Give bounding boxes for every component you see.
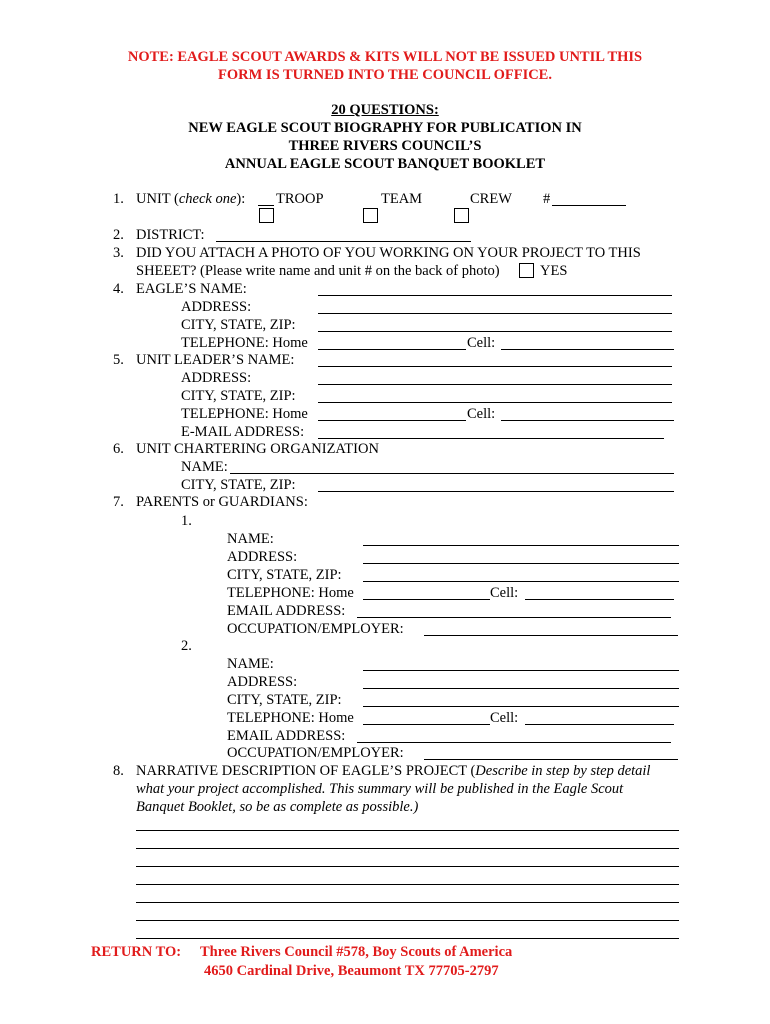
return-address-line-2: 4650 Cardinal Drive, Beaumont TX 77705-2797 [204, 963, 499, 979]
q4-telephone-label: TELEPHONE: Home [181, 335, 308, 351]
narrative-line-4[interactable] [136, 884, 679, 885]
parent-1-cell-label: Cell: [490, 585, 519, 601]
q6-label: UNIT CHARTERING ORGANIZATION [136, 441, 379, 457]
parent-1-home-phone-field[interactable] [363, 599, 490, 600]
narrative-line-5[interactable] [136, 902, 679, 903]
q8-label-text: NARRATIVE DESCRIPTION OF EAGLE’S PROJECT ( [136, 763, 476, 779]
parent-1-number: 1. [181, 513, 192, 529]
q5-cell-label: Cell: [467, 406, 496, 422]
parent-1-occupation-label: OCCUPATION/EMPLOYER: [227, 621, 404, 637]
q8-hint-3: Banquet Booklet, so be as complete as possible.) [136, 799, 419, 815]
q1-option-team: TEAM [381, 191, 423, 207]
q8-label [136, 762, 650, 780]
q1-hint: check one [178, 191, 237, 207]
parent-1-city-field[interactable] [363, 581, 679, 582]
parent-2-address-field[interactable] [363, 688, 679, 689]
narrative-line-3[interactable] [136, 866, 679, 867]
unit-number-field[interactable] [552, 205, 626, 206]
parent-1-email-label: EMAIL ADDRESS: [227, 603, 346, 619]
crew-checkbox[interactable] [454, 208, 469, 223]
parent-1-telephone-label: TELEPHONE: Home [227, 585, 354, 601]
eagle-cell-field[interactable] [501, 349, 674, 350]
q8-hint-1: Describe in step by step detail [475, 763, 651, 779]
q3-line-1: DID YOU ATTACH A PHOTO OF YOU WORKING ON YOUR PROJECT TO THIS [136, 245, 641, 261]
narrative-line-2[interactable] [136, 848, 679, 849]
q2-label: DISTRICT: [136, 227, 205, 243]
leader-name-field[interactable] [318, 366, 672, 367]
notice-line-1: NOTE: EAGLE SCOUT AWARDS & KITS WILL NOT BE ISSUED UNTIL THIS [127, 49, 643, 65]
q4-number: 4. [113, 281, 124, 297]
q6-number: 6. [113, 441, 124, 457]
parent-1-email-field[interactable] [357, 617, 671, 618]
parent-2-name-field[interactable] [363, 670, 679, 671]
q5-number: 5. [113, 352, 124, 368]
parent-1-name-field[interactable] [363, 545, 679, 546]
q5-address-label: ADDRESS: [181, 370, 252, 386]
narrative-line-1[interactable] [136, 830, 679, 831]
parent-2-email-label: EMAIL ADDRESS: [227, 728, 346, 744]
parent-1-cell-field[interactable] [525, 599, 674, 600]
q4-cell-label: Cell: [467, 335, 496, 351]
q8-hint-2: what your project accomplished. This summary will be published in the Eagle Scout [136, 781, 624, 797]
parent-2-number: 2. [181, 638, 192, 654]
parent-1-name-label: NAME: [227, 531, 274, 547]
q4-address-label: ADDRESS: [181, 299, 252, 315]
title-line-1: 20 QUESTIONS: [331, 102, 439, 118]
parent-2-telephone-label: TELEPHONE: Home [227, 710, 354, 726]
parent-1-occupation-field[interactable] [424, 635, 678, 636]
narrative-line-6[interactable] [136, 920, 679, 921]
q7-number: 7. [113, 494, 124, 510]
q1-label-text: UNIT ( [136, 191, 179, 207]
parent-2-address-label: ADDRESS: [227, 674, 298, 690]
q6-city-label: CITY, STATE, ZIP: [181, 477, 296, 493]
narrative-line-7[interactable] [136, 938, 679, 939]
parent-2-name-label: NAME: [227, 656, 274, 672]
title-line-2: NEW EAGLE SCOUT BIOGRAPHY FOR PUBLICATION IN [188, 120, 582, 136]
photo-yes-checkbox[interactable] [519, 263, 534, 278]
q1-number: 1. [113, 191, 124, 207]
q6-name-label: NAME: [181, 459, 228, 475]
q5-label: UNIT LEADER’S NAME: [136, 352, 295, 368]
q7-label: PARENTS or GUARDIANS: [136, 494, 308, 510]
leader-home-phone-field[interactable] [318, 420, 466, 421]
charter-name-field[interactable] [230, 473, 674, 474]
parent-2-email-field[interactable] [357, 742, 671, 743]
leader-email-field[interactable] [318, 438, 664, 439]
parent-2-city-label: CITY, STATE, ZIP: [227, 692, 342, 708]
title-line-3: THREE RIVERS COUNCIL’S [288, 138, 482, 154]
parent-2-occupation-label: OCCUPATION/EMPLOYER: [227, 745, 404, 761]
troop-underline [258, 205, 274, 206]
q8-number: 8. [113, 763, 124, 779]
q1-label-end: ): [236, 191, 246, 207]
parent-1-city-label: CITY, STATE, ZIP: [227, 567, 342, 583]
return-to-label: RETURN TO: [91, 944, 182, 960]
q3-number: 3. [113, 245, 124, 261]
team-checkbox[interactable] [363, 208, 378, 223]
eagle-name-field[interactable] [318, 295, 672, 296]
q1-hash: # [543, 191, 551, 207]
parent-1-address-label: ADDRESS: [227, 549, 298, 565]
parent-2-cell-field[interactable] [525, 724, 674, 725]
q1-option-troop: TROOP [276, 191, 324, 207]
q5-city-label: CITY, STATE, ZIP: [181, 388, 296, 404]
q2-number: 2. [113, 227, 124, 243]
q5-email-label: E-MAIL ADDRESS: [181, 424, 305, 440]
parent-2-city-field[interactable] [363, 706, 679, 707]
parent-2-home-phone-field[interactable] [363, 724, 490, 725]
leader-cell-field[interactable] [501, 420, 674, 421]
q5-telephone-label: TELEPHONE: Home [181, 406, 308, 422]
parent-1-address-field[interactable] [363, 563, 679, 564]
q4-city-label: CITY, STATE, ZIP: [181, 317, 296, 333]
q3-yes: YES [540, 263, 568, 279]
leader-city-field[interactable] [318, 402, 672, 403]
eagle-city-field[interactable] [318, 331, 672, 332]
q1-label [136, 190, 245, 208]
q4-label: EAGLE’S NAME: [136, 281, 247, 297]
charter-city-field[interactable] [318, 491, 674, 492]
title-line-4: ANNUAL EAGLE SCOUT BANQUET BOOKLET [224, 156, 546, 172]
notice-line-2: FORM IS TURNED INTO THE COUNCIL OFFICE. [218, 67, 552, 83]
parent-2-cell-label: Cell: [490, 710, 519, 726]
return-address-line-1: Three Rivers Council #578, Boy Scouts of America [200, 944, 513, 960]
q1-option-crew: CREW [470, 191, 512, 207]
leader-address-field[interactable] [318, 384, 672, 385]
troop-checkbox[interactable] [259, 208, 274, 223]
q3-line-2: SHEEET? (Please write name and unit # on the back of photo) [136, 263, 500, 279]
eagle-address-field[interactable] [318, 313, 672, 314]
district-field[interactable] [216, 241, 471, 242]
parent-2-occupation-field[interactable] [424, 759, 678, 760]
eagle-home-phone-field[interactable] [318, 349, 466, 350]
